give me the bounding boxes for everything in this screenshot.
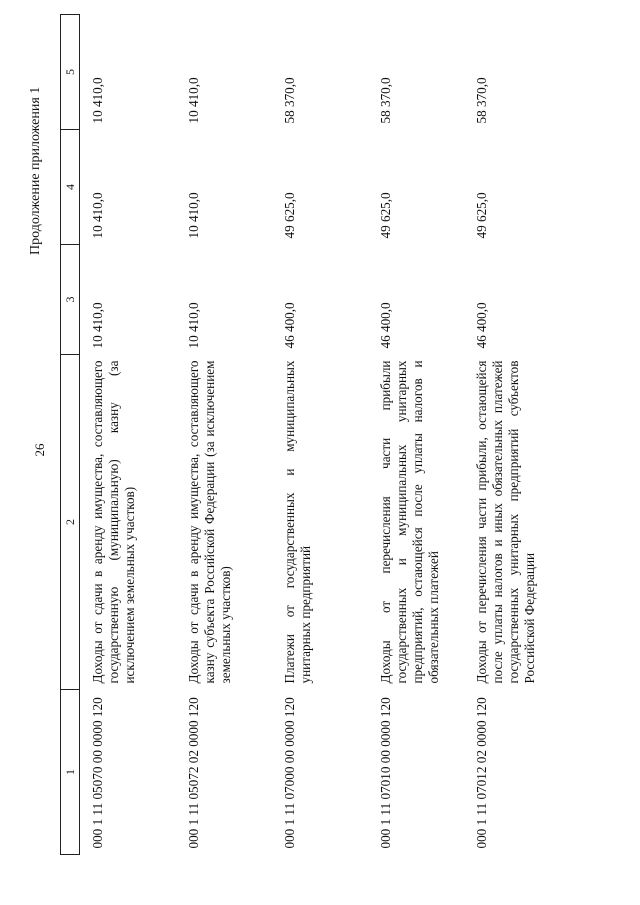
value-col5: 10 410,0 <box>186 77 201 124</box>
value-col4: 49 625,0 <box>474 192 489 239</box>
value-col3: 10 410,0 <box>186 302 201 349</box>
page-number: 26 <box>32 443 47 457</box>
value-col5: 58 370,0 <box>282 77 297 124</box>
table-row <box>176 15 272 855</box>
value-col3: 46 400,0 <box>282 302 297 349</box>
budget-code: 000 1 11 07012 02 0000 120 <box>474 697 489 849</box>
value-col5: 58 370,0 <box>378 77 393 124</box>
table-row <box>368 15 464 855</box>
value-col3: 46 400,0 <box>474 302 489 349</box>
budget-code: 000 1 11 05072 02 0000 120 <box>186 697 201 849</box>
col-header-5: 5 <box>61 15 80 130</box>
value-col4: 49 625,0 <box>378 192 393 239</box>
income-name: Доходы от перечисления части прибыли государственных и муниципальных унитарных предприятий, остающейся после уплаты налогов и обязательных платежей <box>378 360 442 684</box>
income-name: Доходы от сдачи в аренду имущества, составляющего государственную (муниципальную) казну (за исключением земельных участков) <box>90 360 138 684</box>
budget-code: 000 1 11 07010 00 0000 120 <box>378 697 393 849</box>
value-col3: 46 400,0 <box>378 302 393 349</box>
value-col4: 49 625,0 <box>282 192 297 239</box>
column-number-header <box>61 15 80 855</box>
col-header-1: 1 <box>61 690 80 855</box>
budget-code: 000 1 11 05070 00 0000 120 <box>90 697 105 849</box>
col-header-3: 3 <box>61 245 80 355</box>
value-col5: 10 410,0 <box>90 77 105 124</box>
col-header-4: 4 <box>61 130 80 245</box>
income-name: Доходы от сдачи в аренду имущества, составляющего казну субъекта Российской Федерации (за исключением земельных участков) <box>186 360 234 684</box>
budget-code: 000 1 11 07000 00 0000 120 <box>282 697 297 849</box>
header-note: Продолжение приложения 1 <box>28 86 43 255</box>
table-row <box>464 15 560 855</box>
table-row <box>272 15 368 855</box>
value-col5: 58 370,0 <box>474 77 489 124</box>
table-row <box>80 15 177 855</box>
value-col3: 10 410,0 <box>90 302 105 349</box>
value-col4: 10 410,0 <box>90 192 105 239</box>
budget-table <box>60 14 560 855</box>
income-name: Доходы от перечисления части прибыли, остающейся после уплаты налогов и иных обязательных платежей государственных унитарных предприятий субъектов Российской Федерации <box>474 360 538 684</box>
value-col4: 10 410,0 <box>186 192 201 239</box>
rotated-page <box>0 5 640 875</box>
income-name: Платежи от государственных и муниципальных унитарных предприятий <box>282 360 314 684</box>
col-header-2: 2 <box>61 355 80 690</box>
